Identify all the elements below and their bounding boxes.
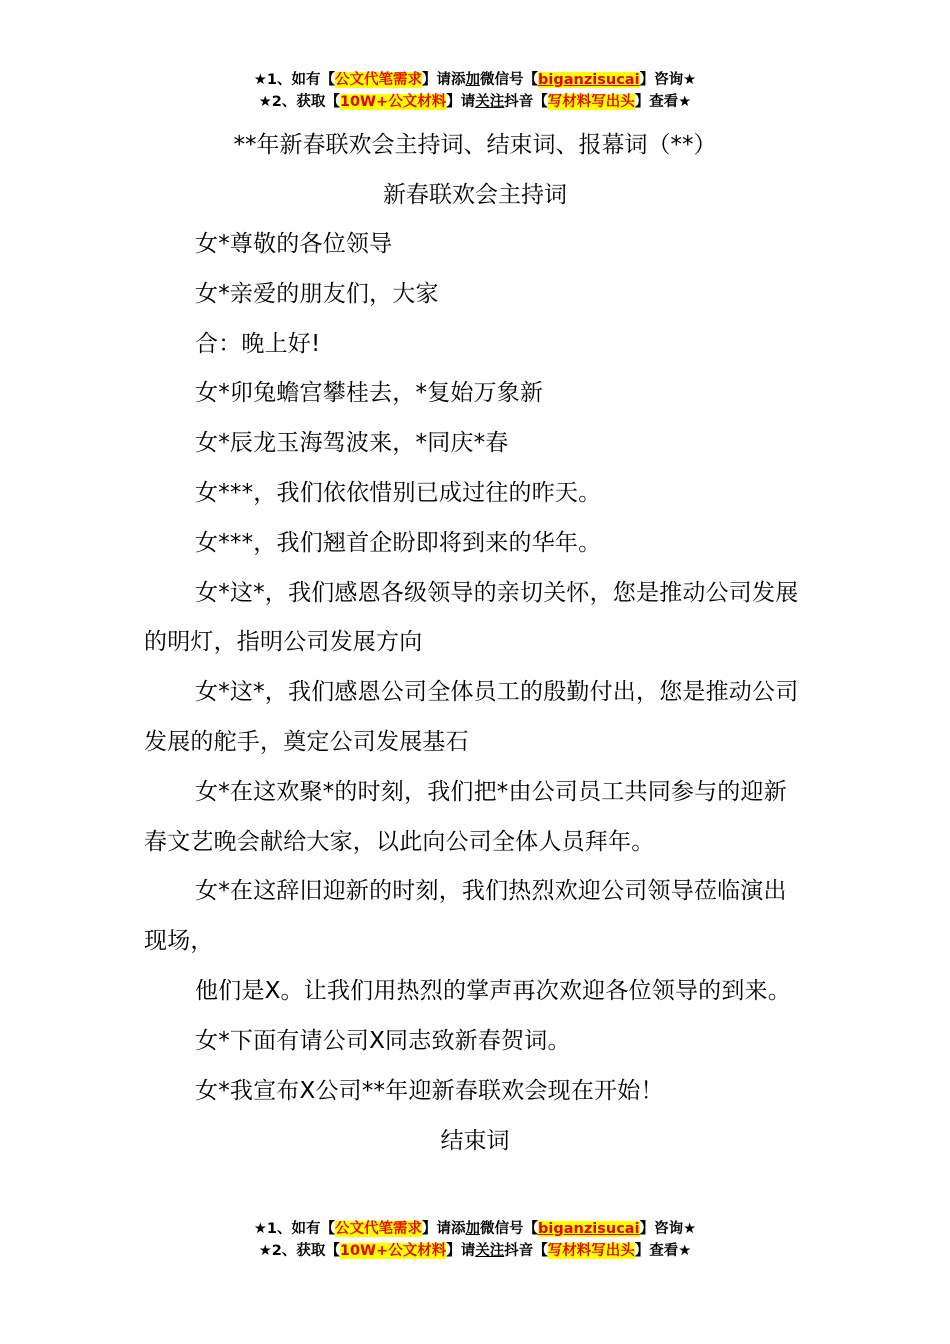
banner-highlight: 公文代笔需求	[335, 1221, 423, 1237]
banner-text: 】请添	[422, 72, 466, 88]
banner-text: ★1、如有【	[253, 1221, 336, 1237]
banner-text: 微信号【	[480, 1221, 539, 1237]
banner-text: 】请	[446, 1243, 476, 1259]
paragraph: 合：晚上好!	[195, 330, 321, 357]
banner-text: 】查看★	[634, 1243, 692, 1259]
paragraph: 女*我宣布X公司**年迎新春联欢会现在开始！	[195, 1077, 664, 1104]
banner-wechat-id[interactable]: biganzisucai	[538, 1221, 640, 1237]
banner-text: 】咨询★	[639, 1221, 697, 1237]
paragraph: 女*下面有请公司X同志致新春贺词。	[195, 1027, 571, 1054]
banner-text: 抖音【	[504, 1243, 548, 1259]
top-banner	[0, 69, 950, 113]
banner-text: ★1、如有【	[253, 72, 336, 88]
bottom-banner	[0, 1218, 950, 1262]
section-title-closing-speech: 结束词	[440, 1128, 510, 1155]
paragraph: 女*尊敬的各位领导	[195, 231, 393, 257]
banner-line-2	[0, 1240, 950, 1262]
banner-text: ★2、获取【	[258, 94, 340, 110]
paragraph: 女*在这辞旧迎新的时刻，我们热烈欢迎公司领导莅临演出现场，	[144, 878, 787, 955]
paragraph: 女*在这欢聚*的时刻，我们把*由公司员工共同参与的迎新春文艺晚会献给大家，以此向公司全体人员拜年。	[144, 778, 787, 855]
banner-wechat-id[interactable]: biganzisucai	[538, 72, 640, 88]
paragraph: 女*辰龙玉海驾波来，*同庆*春	[195, 430, 509, 457]
banner-text: 微信号【	[480, 72, 539, 88]
paragraph: 女*卯兔蟾宫攀桂去，*复始万象新	[195, 380, 544, 407]
banner-douyin-name[interactable]: 写材料写出头	[547, 1243, 635, 1259]
banner-highlight: 10W+公文材料	[339, 1243, 447, 1259]
banner-text: 】咨询★	[639, 72, 697, 88]
banner-text: 】查看★	[634, 94, 692, 110]
banner-underlined-text: 关注	[475, 1243, 505, 1259]
banner-underlined-text: 加	[465, 1221, 481, 1237]
paragraph: 女*亲爱的朋友们，大家	[195, 280, 439, 307]
banner-underlined-text: 关注	[475, 94, 505, 110]
banner-line-1	[0, 1218, 950, 1240]
banner-text: ★2、获取【	[258, 1243, 340, 1259]
document-body	[144, 120, 806, 1166]
banner-highlight: 10W+公文材料	[339, 94, 447, 110]
banner-douyin-name[interactable]: 写材料写出头	[547, 94, 635, 110]
banner-line-1	[0, 69, 950, 91]
paragraph: 他们是X。让我们用热烈的掌声再次欢迎各位领导的到来。	[195, 977, 791, 1004]
banner-text: 】请添	[422, 1221, 466, 1237]
paragraph: 女***，我们依依惜别已成过往的昨天。	[195, 479, 602, 506]
paragraph: 女*这*，我们感恩公司全体员工的殷勤付出，您是推动公司发展的舵手，奠定公司发展基石	[144, 679, 799, 755]
banner-text: 抖音【	[504, 94, 548, 110]
section-title-host-speech: 新春联欢会主持词	[383, 182, 567, 208]
paragraph: 女***，我们翘首企盼即将到来的华年。	[195, 529, 602, 556]
document-title: **年新春联欢会主持词、结束词、报幕词（**）	[233, 132, 717, 158]
paragraph: 女*这*，我们感恩各级领导的亲切关怀，您是推动公司发展的明灯，指明公司发展方向	[144, 579, 799, 656]
banner-line-2	[0, 91, 950, 113]
banner-underlined-text: 加	[465, 72, 481, 88]
banner-text: 】请	[446, 94, 476, 110]
banner-highlight: 公文代笔需求	[335, 72, 423, 88]
